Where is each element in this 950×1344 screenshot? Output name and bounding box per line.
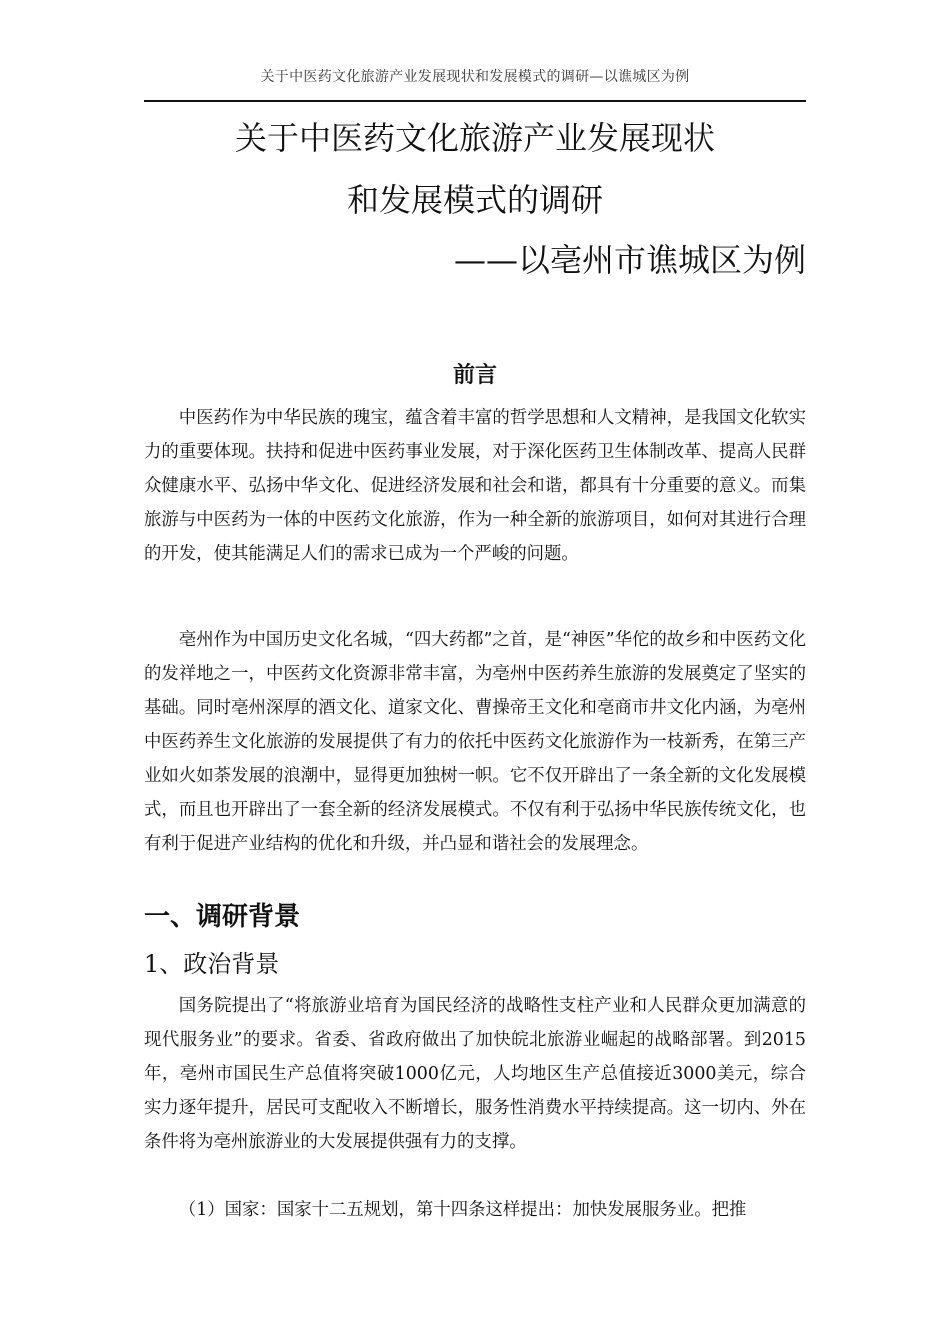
preface-paragraph-1: 中医药作为中华民族的瑰宝，蕴含着丰富的哲学思想和人文精神，是我国文化软实力的重要体现。扶持和促进中医药事业发展，对于深化医药卫生体制改革、提高人民群众健康水平、弘扬中华文化、促进经济发展和社会和谐，都具有十分重要的意义。而集旅游与中医药为一体的中医药文化旅游，作为一种全新的旅游项目，如何对其进行合理的开发，使其能满足人们的需求已成为一个严峻的问题。	[144, 408, 806, 564]
title-line-3: ——以亳州市谯城区为例	[453, 241, 806, 279]
subsection-heading: 1、政治背景	[144, 950, 280, 978]
running-header: 关于中医药文化旅游产业发展现状和发展模式的调研—以谯城区为例	[260, 69, 690, 85]
section-paragraph-1: 国务院提出了“将旅游业培育为国民经济的战略性支柱产业和人民群众更加满意的现代服务业”的要求。省委、省政府做出了加快皖北旅游业崛起的战略部署。到2015年，亳州市国民生产总值将突破1000亿元，人均地区生产总值接近3000美元，综合实力逐年提升，居民可支配收入不断增长，服务性消费水平持续提高。这一切内、外在条件将为亳州旅游业的大发展提供强有力的支撑。	[144, 996, 806, 1152]
section-paragraph-2: （1）国家：国家十二五规划，第十四条这样提出：加快发展服务业。把推	[178, 1200, 747, 1220]
preface-paragraph-2: 亳州作为中国历史文化名城，“四大药都”之首，是“神医”华佗的故乡和中医药文化的发祥地之一，中医药文化资源非常丰富，为亳州中医药养生旅游的发展奠定了坚实的基础。同时亳州深厚的酒文化、道家文化、曹操帝王文化和亳商市井文化内涵，为亳州中医药养生文化旅游的发展提供了有力的依托中医药文化旅游作为一枝新秀，在第三产业如火如荼发展的浪潮中，显得更加独树一帜。它不仅开辟出了一条全新的文化发展模式，而且也开辟出了一套全新的经济发展模式。不仅有利于弘扬中华民族传统文化，也有利于促进产业结构的优化和升级，并凸显和谐社会的发展理念。	[144, 630, 806, 854]
section-heading: 一、调研背景	[144, 902, 301, 932]
title-line-1: 关于中医药文化旅游产业发展现状	[234, 119, 715, 157]
title-line-2: 和发展模式的调研	[346, 181, 603, 219]
preface-heading: 前言	[452, 362, 497, 388]
header-rule	[144, 100, 806, 102]
